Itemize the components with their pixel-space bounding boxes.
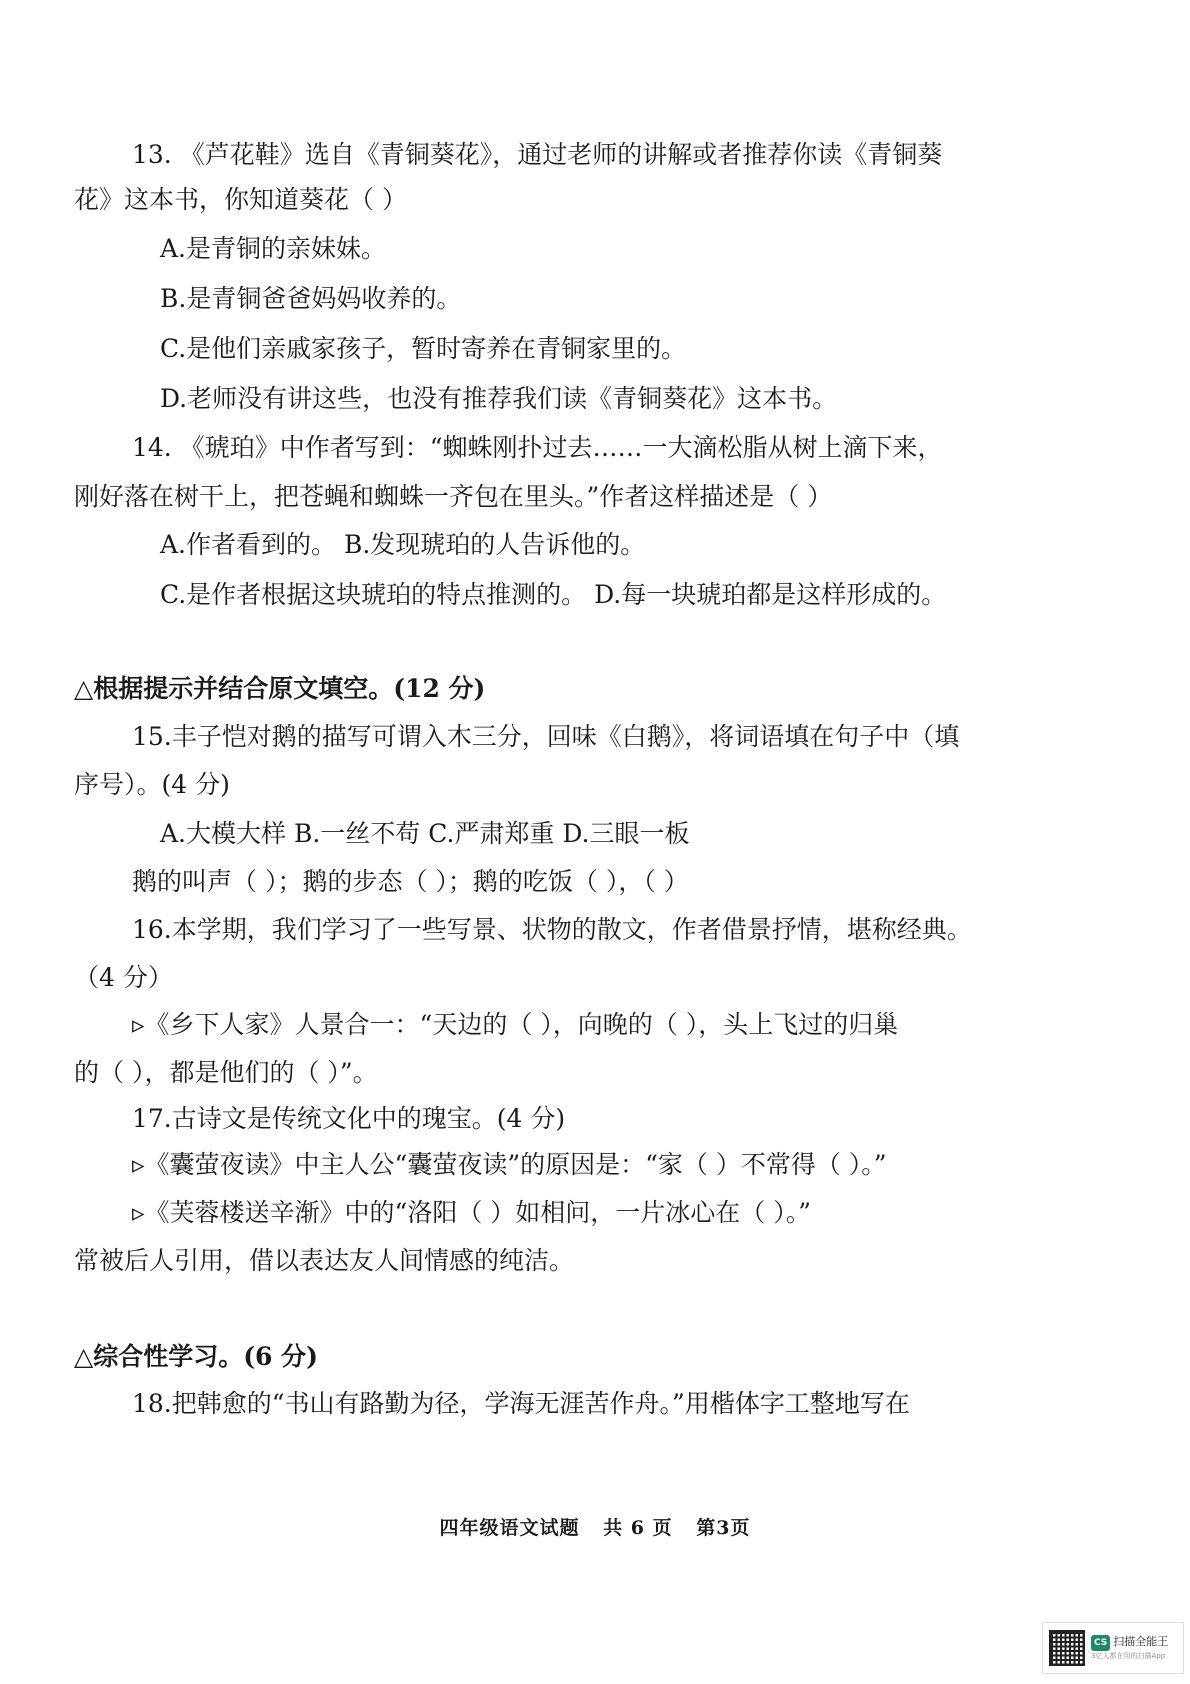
scanner-watermark bbox=[1042, 1622, 1184, 1674]
q17-bullet2: ▹《芙蓉楼送辛渐》中的“洛阳（ ）如相问，一片冰心在（ ）。” bbox=[132, 1198, 812, 1227]
q16-line2: （4 分） bbox=[74, 963, 173, 992]
q15-line2: 序号）。(4 分) bbox=[74, 770, 230, 799]
q17-line1: 17.古诗文是传统文化中的瑰宝。(4 分) bbox=[132, 1104, 566, 1133]
scanner-name: 扫描全能王 bbox=[1113, 1635, 1169, 1648]
q13-option-a: A.是青铜的亲妹妹。 bbox=[160, 234, 387, 263]
q17-line-end: 常被后人引用，借以表达友人间情感的纯洁。 bbox=[74, 1246, 575, 1275]
scanner-tagline: 3亿人都在用的扫描App bbox=[1091, 1652, 1166, 1660]
q13-line2: 花》这本书，你知道葵花（ ） bbox=[74, 185, 407, 214]
section-fill-heading: △根据提示并结合原文填空。(12 分) bbox=[74, 674, 486, 703]
q16-bullet1-cont: 的（ ），都是他们的（ ）”。 bbox=[74, 1058, 378, 1087]
footer-total-pages: 共 6 页 bbox=[603, 1517, 673, 1539]
q14-options-cd: C.是作者根据这块琥珀的特点推测的。 D.每一块琥珀都是这样形成的。 bbox=[160, 580, 947, 609]
q16-bullet1: ▹《乡下人家》人景合一：“天边的（ ），向晚的（ ），头上飞过的归巢 bbox=[132, 1010, 899, 1039]
footer-title: 四年级语文试题 bbox=[439, 1517, 580, 1539]
q17-bullet1: ▹《囊萤夜读》中主人公“囊萤夜读”的原因是：“家（ ）不常得（ ）。” bbox=[132, 1150, 887, 1179]
q14-line2: 刚好落在树干上，把苍蝇和蜘蛛一齐包在里头。”作者这样描述是（ ） bbox=[74, 482, 833, 511]
cs-logo-icon: CS bbox=[1091, 1635, 1110, 1651]
q18-line1: 18.把韩愈的“书山有路勤为径，学海无涯苦作舟。”用楷体字工整地写在 bbox=[132, 1389, 910, 1418]
q15-blank-line: 鹅的叫声（ ）；鹅的步态（ ）；鹅的吃饭（ ），（ ） bbox=[132, 867, 689, 896]
q13-option-b: B.是青铜爸爸妈妈收养的。 bbox=[160, 284, 462, 313]
q13-option-c: C.是他们亲戚家孩子，暂时寄养在青铜家里的。 bbox=[160, 334, 687, 363]
qr-code-icon bbox=[1049, 1630, 1085, 1666]
footer-page-number: 第3页 bbox=[696, 1517, 751, 1539]
section-comprehensive-heading: △综合性学习。(6 分) bbox=[74, 1342, 318, 1371]
q15-options: A.大模大样 B.一丝不苟 C.严肃郑重 D.三眼一板 bbox=[160, 819, 690, 848]
q13-line1: 13. 《芦花鞋》选自《青铜葵花》，通过老师的讲解或者推荐你读《青铜葵 bbox=[132, 140, 943, 169]
q14-line1: 14. 《琥珀》中作者写到：“蜘蛛刚扑过去……一大滴松脂从树上滴下来， bbox=[132, 433, 943, 462]
q14-options-ab: A.作者看到的。 B.发现琥珀的人告诉他的。 bbox=[160, 530, 646, 559]
q15-line1: 15.丰子恺对鹅的描写可谓入木三分，回味《白鹅》，将词语填在句子中（填 bbox=[132, 722, 960, 751]
q13-option-d: D.老师没有讲这些，也没有推荐我们读《青铜葵花》这本书。 bbox=[160, 384, 838, 413]
page-footer bbox=[0, 1513, 1190, 1540]
q16-line1: 16.本学期，我们学习了一些写景、状物的散文，作者借景抒情，堪称经典。 bbox=[132, 915, 972, 944]
